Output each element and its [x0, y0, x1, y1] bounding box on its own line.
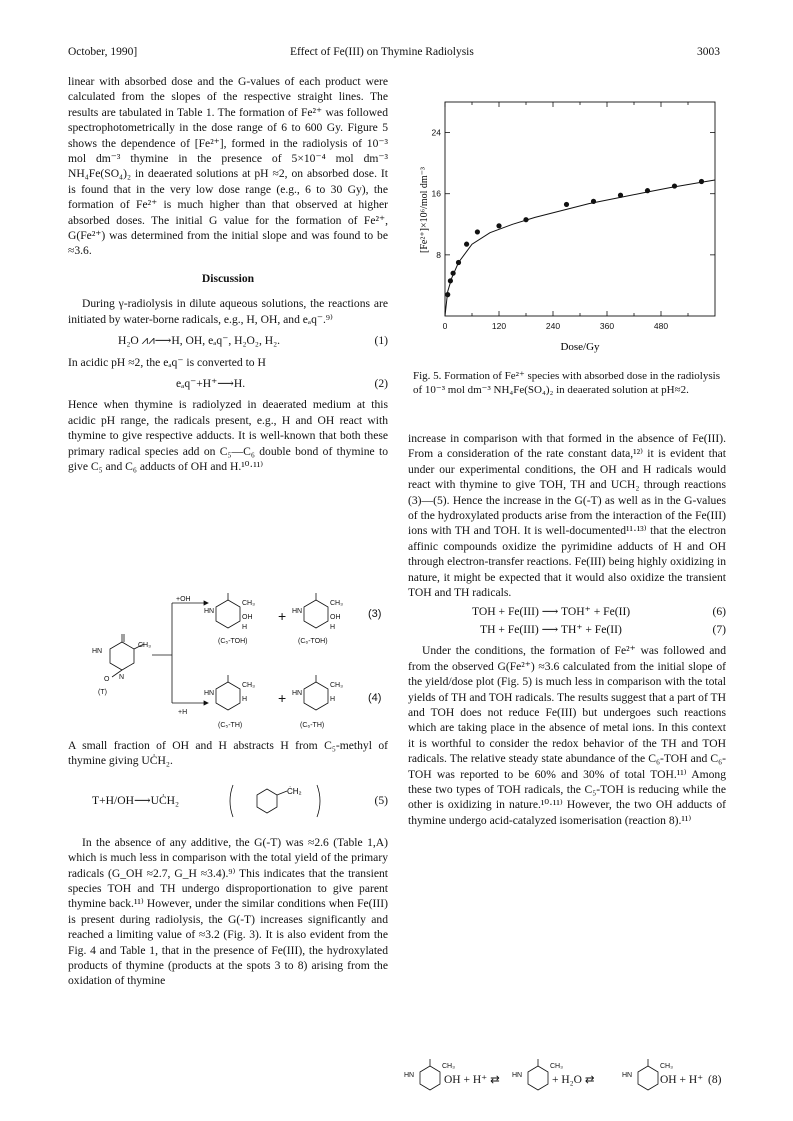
x-axis-label: Dose/Gy: [560, 341, 600, 353]
equation-3-number: (3): [368, 608, 382, 620]
data-point: [445, 292, 450, 297]
eq8-mid-text-1: OH + H⁺ ⇄: [444, 1074, 500, 1086]
equation-6-number: (6): [712, 605, 726, 619]
equation-5-number: (5): [374, 794, 388, 808]
c5-th-ch3: CH₃: [242, 682, 255, 689]
left-paragraph-5: A small fraction of OH and H abstracts H from C₅-methyl of thymine giving UĊH₂.: [68, 739, 388, 768]
x-tick-label: 360: [599, 321, 615, 331]
eq8-left-hn: HN: [404, 1072, 415, 1079]
equation-5-ch2: ĊH₂: [286, 786, 302, 796]
eq8-mid-text-2: + H₂O ⇄: [552, 1074, 595, 1086]
equation-4-number: (4): [368, 692, 382, 704]
x-tick-label: 120: [491, 321, 507, 331]
equation-7: [408, 622, 726, 637]
y-tick-label: 24: [431, 127, 441, 138]
c6-toh-ch3: CH₃: [330, 600, 343, 607]
equation-6: [408, 604, 726, 619]
data-point: [618, 193, 623, 198]
data-point: [564, 202, 569, 207]
header-title: Effect of Fe(III) on Thymine Radiolysis: [290, 46, 474, 58]
left-paragraph-2: During γ-radiolysis in dilute aqueous solutions, the reactions are initiated by water-borne radicals, e.g., H, OH, and eₐq⁻.⁹⁾: [68, 297, 388, 326]
data-point: [456, 260, 461, 265]
equation-7-text: TH + Fe(III) ⟶ TH⁺ + Fe(II): [480, 622, 622, 636]
fit-curve: [445, 180, 715, 316]
plus-sign-top: +: [278, 608, 287, 624]
c5-toh-label: (C₅-TOH): [218, 638, 248, 645]
left-column: [68, 74, 388, 474]
c5-th-label: (C₅-TH): [218, 722, 243, 729]
page-number: 3003: [697, 46, 720, 58]
y-tick-label: 8: [436, 249, 441, 260]
header-date: October, 1990]: [68, 46, 138, 58]
figure-5-chart: [415, 90, 725, 365]
data-point: [591, 199, 596, 204]
data-point: [448, 278, 453, 283]
data-point: [672, 183, 677, 188]
equation-8-number: (8): [708, 1074, 722, 1086]
equation-5-structure: [227, 783, 327, 819]
plot-frame: [445, 102, 715, 316]
thymine-hn: HN: [92, 648, 103, 655]
c6-th-label: (C₆-TH): [300, 722, 325, 729]
c6-th-hn: HN: [292, 690, 303, 697]
c5-th-hn: HN: [204, 690, 215, 697]
right-column: [408, 431, 726, 828]
eq8-mid-ch3: CH₃: [550, 1063, 563, 1070]
eq8-mid-hn: HN: [512, 1072, 523, 1079]
data-point: [523, 217, 528, 222]
c6-toh-oh: OH: [330, 614, 341, 621]
c5-toh-hn: HN: [204, 608, 215, 615]
x-tick-label: 0: [442, 321, 448, 331]
c6-th-ch3: CH₃: [330, 682, 343, 689]
thymine-label: (T): [98, 689, 107, 696]
c5-toh-ch3: CH₃: [242, 600, 255, 607]
equation-1-number: (1): [374, 334, 388, 348]
c6-toh-h: H: [330, 624, 336, 631]
equation-7-number: (7): [712, 622, 726, 636]
equation-2-text: eₐq⁻+H⁺⟶H.: [176, 376, 246, 390]
left-paragraph-4: Hence when thymine is radiolyzed in deaerated medium at this acidic pH range, the radicals present, e.g., H and OH react with thymine to give respective adducts. It is well-known that both these primary radical species add on C₅—C₆ double bond of thymine to give C₅ and C₆ adducts of OH and H.¹⁰·¹¹⁾: [68, 398, 388, 473]
left-paragraph-1: linear with absorbed dose and the G-values of each product were calculated from the slopes of the respective straight lines. The results are tabulated in Table 1. The formation of Fe²⁺ was followed spectrophotometrically in the dose range of 6 to 600 Gy. Figure 5 shows the dependence of [Fe²⁺], formed in the radiolysis of 10⁻³ mol dm⁻³ thymine in the presence of 5×10⁻⁴ mol dm⁻³ NH₄Fe(SO₄)₂ in deaerated solutions at pH ≈2, on absorbed dose. It is found that in the very low dose range (e.g., 6 to 30 Gy), the formation of Fe²⁺ is much higher than that observed at higher absorbed doses. The initial G value for the formation of Fe²⁺, G(Fe²⁺) was determined from the initial slope and was found to be ≈3.6.: [68, 75, 388, 258]
left-paragraph-3: In acidic pH ≈2, the eₐq⁻ is converted to H: [68, 355, 266, 369]
y-tick-label: 16: [431, 188, 441, 199]
eq8-right-ch3: CH₃: [660, 1063, 673, 1070]
plus-h-label: +H: [178, 709, 188, 716]
x-tick-label: 240: [545, 321, 561, 331]
thymine-n: N: [119, 674, 125, 681]
figure-5-caption: Fig. 5. Formation of Fe²⁺ species with absorbed dose in the radiolysis of 10⁻³ mol dm⁻³ NH₄Fe(SO₄)₂ in deaerated solution at pH≈2.: [413, 370, 720, 396]
data-point: [699, 179, 704, 184]
equation-2-number: (2): [374, 376, 388, 390]
equation-8: [396, 1050, 732, 1110]
left-paragraph-6: In the absence of any additive, the G(-T) was ≈2.6 (Table 1,A) which is much less in comparison with the total yield of the primary radicals (G_OH ≈2.7, G_H ≈3.4).⁹⁾ This indicates that the transient species TOH and TH undergo disproportionation to give parent thymine back.¹¹⁾ However, under the similar conditions when Fe(III) is present during radiolysis, the G(-T) increases significantly and reached a limiting value of ≈3.2 (Fig. 3). It is also evident from the Fig. 4 and Table 1, that in the presence of Fe(III), the hydroxylated products of thymine (products at the spots 3 to 8) arising from the oxidation of thymine: [68, 835, 388, 988]
data-point: [451, 271, 456, 276]
c5-toh-h: H: [242, 624, 248, 631]
thymine-o: O: [104, 676, 110, 683]
c5-toh-oh: OH: [242, 614, 253, 621]
discussion-heading: Discussion: [201, 271, 255, 285]
c6-toh-label: (C₆-TOH): [298, 638, 328, 645]
equation-1-text: H₂O ⩘⩘⟶H, OH, eₐq⁻, H₂O₂, H₂.: [118, 334, 281, 348]
left-column-lower: [68, 738, 388, 989]
eq8-right-hn: HN: [622, 1072, 633, 1079]
reaction-scheme-3-4: [68, 593, 390, 733]
plus-sign-bottom: +: [278, 690, 287, 706]
data-point: [475, 229, 480, 234]
right-paragraph-1: increase in comparison with that formed in the absence of Fe(III). From a consideration of the rate constant data,¹²⁾ it is evident that under our experimental conditions, the OH and H radicals would react with thymine to give TOH, TH and UCH₂ through reactions (3)—(5). Hence the increase in the G(-T) as well as in the G-values of the hydroxylated products arise from the interaction of the Fe(III) ions with TH and TOH. It is well-documented¹¹·¹³⁾ that the electron affinic compounds oxidize the pyrimidine adducts of H and OH through electron-transfer reactions. Fe(III) being highly oxidizing in nature, it might be expected that it would also oxidize the transient TOH and TH radicals.: [408, 432, 726, 600]
data-point: [496, 223, 501, 228]
data-point: [645, 188, 650, 193]
equation-2: [68, 376, 388, 391]
right-paragraph-2: Under the conditions, the formation of Fe²⁺ was followed and from the observed G(Fe²⁺) ≈3.6 calculated from the initial slope of the yield/dose plot (Fig. 5) is much less in comparison with the total yields of TH and TOH radicals. The results suggest that a part of TH and TOH does not reduce Fe(III) but undergoes such reactions which are taking place in the absence of metal ions. In this context it is worthful to consider the redox behavior of the TH and TOH radicals. The relative steady state abundance of the C₆-TOH and C₆-TOH was reported to be 60% and 30% of total TOH.¹¹⁾ Among these two types of TOH radicals, the C₅-TOH is reducing while the other is oxidizing in nature.¹⁰·¹¹⁾ However, the two OH adducts of thymine undergo acid-catalyzed isomerisation (reaction 8).¹¹⁾: [408, 644, 726, 827]
thymine-ch3: CH₃: [138, 642, 151, 649]
eq8-left-ch3: CH₃: [442, 1063, 455, 1070]
eq8-end-text: OH + H⁺: [660, 1074, 704, 1086]
equation-5-text: T+H/OH⟶UĊH₂: [92, 794, 180, 808]
c6-th-h: H: [330, 696, 336, 703]
equation-6-text: TOH + Fe(III) ⟶ TOH⁺ + Fe(II): [472, 605, 631, 619]
plus-oh-label: +OH: [176, 596, 191, 603]
x-tick-label: 480: [653, 321, 669, 331]
c5-th-h: H: [242, 696, 248, 703]
data-point: [464, 242, 469, 247]
equation-5: [68, 783, 388, 819]
thymine-ring: [110, 642, 134, 670]
y-axis-label: [Fe²⁺]×10⁶/mol dm⁻³: [419, 167, 430, 253]
equation-1: [68, 333, 388, 348]
c6-toh-hn: HN: [292, 608, 303, 615]
